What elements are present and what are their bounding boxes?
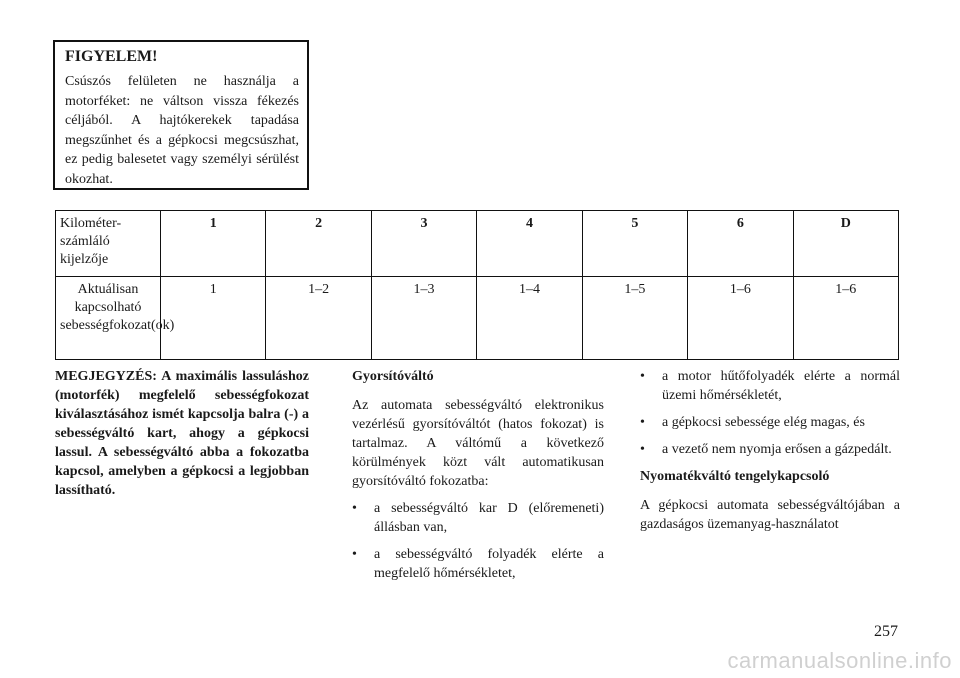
section-heading-overdrive: Gyorsítóváltó xyxy=(352,369,434,384)
overdrive-intro: Az automata sebességváltó elektronikus vezérlésű gyorsítóváltót (hatos fokozat) is tartalmaz. A váltómű a következő körülmények közt vált automatikusan gyorsítóváltó fokozatba: xyxy=(352,398,604,489)
list-item-text: a vezető nem nyomja erősen a gázpedált. xyxy=(662,442,892,457)
gear-cell: 4 xyxy=(477,211,582,277)
gear-table-row-available xyxy=(56,277,899,360)
section-heading-converter-clutch: Nyomatékváltó tengelykapcsoló xyxy=(640,469,830,484)
row-label-display: Kilométer-számláló kijelzője xyxy=(56,211,161,277)
list-item xyxy=(352,499,604,537)
note-column xyxy=(55,367,309,500)
middle-column xyxy=(352,367,604,591)
available-cell: 1–2 xyxy=(266,277,371,360)
condition-list xyxy=(352,499,604,583)
bullet-icon: • xyxy=(640,415,645,430)
available-cell: 1 xyxy=(161,277,266,360)
gear-table xyxy=(55,210,899,360)
gear-cell: 6 xyxy=(688,211,793,277)
warning-body: Csúszós felületen ne használja a motorféket: ne váltson vissza fékezés céljából. A hajtókerekek tapadása megszűnhet és a gépkocsi megcsúszhat, ez pedig balesetet vagy személyi sérülést okozhat. xyxy=(65,74,299,187)
gear-cell: 1 xyxy=(161,211,266,277)
list-item-text: a sebességváltó kar D (előremeneti) állásban van, xyxy=(374,501,604,535)
available-cell: 1–5 xyxy=(582,277,687,360)
bullet-icon: • xyxy=(352,501,357,516)
page-number: 257 xyxy=(874,623,898,640)
list-item xyxy=(640,440,900,459)
bullet-icon: • xyxy=(352,547,357,562)
converter-clutch-text: A gépkocsi automata sebességváltójában a gazdaságos üzemanyag-használatot xyxy=(640,498,900,532)
list-item xyxy=(352,545,604,583)
gear-cell: D xyxy=(793,211,898,277)
available-cell: 1–6 xyxy=(688,277,793,360)
list-item-text: a sebességváltó folyadék elérte a megfelelő hőmérsékletet, xyxy=(374,547,604,581)
warning-title: FIGYELEM! xyxy=(65,48,158,65)
gear-cell: 3 xyxy=(371,211,476,277)
bullet-icon: • xyxy=(640,369,645,384)
list-item-text: a gépkocsi sebessége elég magas, és xyxy=(662,415,865,430)
list-item xyxy=(640,367,900,405)
available-cell: 1–6 xyxy=(793,277,898,360)
right-column xyxy=(640,367,900,542)
condition-list-continued xyxy=(640,367,900,459)
available-cell: 1–4 xyxy=(477,277,582,360)
available-cell: 1–3 xyxy=(371,277,476,360)
gear-cell: 2 xyxy=(266,211,371,277)
list-item-text: a motor hűtőfolyadék elérte a normál üzemi hőmérsékletét, xyxy=(662,369,900,403)
list-item xyxy=(640,413,900,432)
watermark: carmanualsonline.info xyxy=(727,648,952,673)
row-label-available: Aktuálisan kapcsolható sebességfokozat(ok) xyxy=(56,277,161,360)
warning-box xyxy=(53,40,309,190)
gear-table-row-display xyxy=(56,211,899,277)
bullet-icon: • xyxy=(640,442,645,457)
note-text: MEGJEGYZÉS: A maximális lassuláshoz (motorfék) megfelelő sebességfokozat kiválasztásához ismét kapcsolja balra (-) a sebességváltó kart, ahogy a gépkocsi lassul. A sebességváltó abba a fokozatba kapcsol, amelyben a gépkocsi a legjobban lassítható. xyxy=(55,369,309,498)
gear-cell: 5 xyxy=(582,211,687,277)
